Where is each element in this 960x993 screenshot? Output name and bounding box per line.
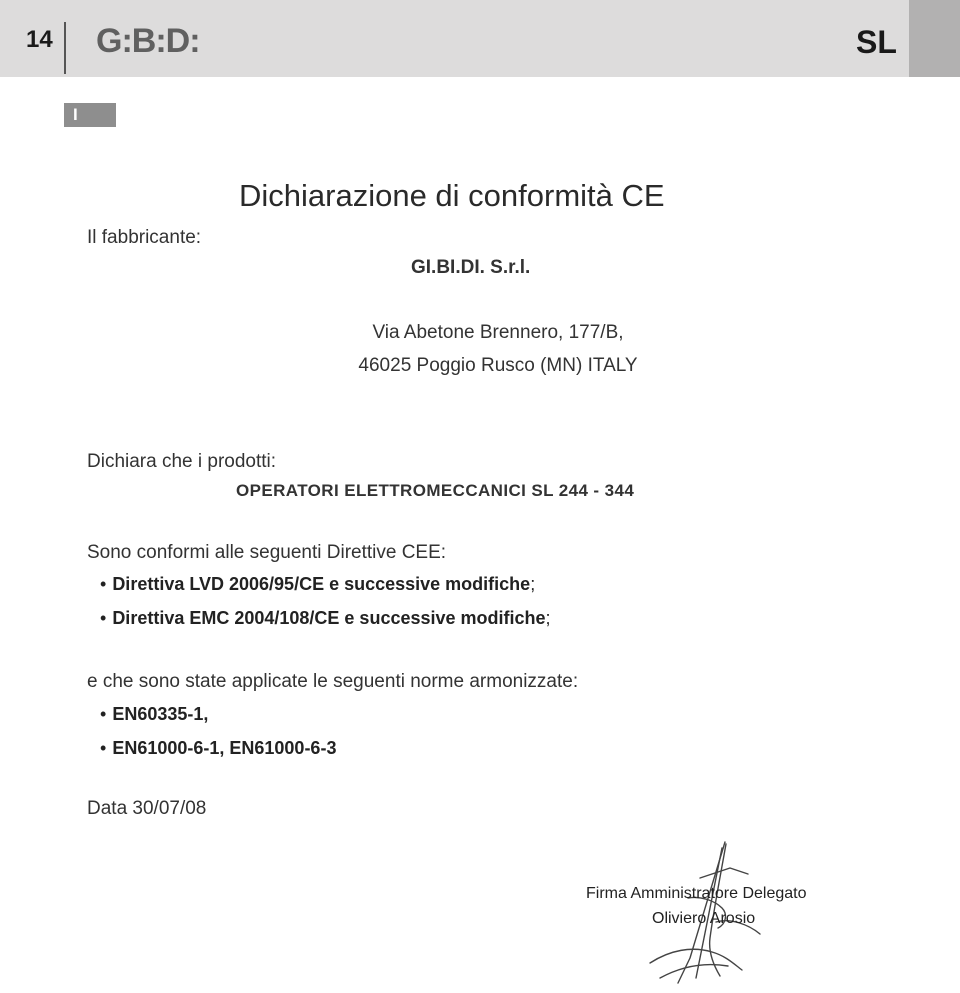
address-line-1: Via Abetone Brennero, 177/B, xyxy=(372,322,624,343)
declares-label: Dichiara che i prodotti: xyxy=(87,451,277,472)
directive-suffix: ; xyxy=(530,574,536,594)
directive-text: Direttiva LVD 2006/95/CE e successive modifiche xyxy=(112,574,531,594)
signatory-name: Oliviero Arosio xyxy=(652,910,756,927)
signatory-title: Firma Amministratore Delegato xyxy=(586,885,807,902)
norms-intro: e che sono state applicate le seguenti norme armonizzate: xyxy=(87,671,579,692)
header-side-bar xyxy=(909,0,960,77)
directive-text: Direttiva EMC 2004/108/CE e successive modifiche xyxy=(112,608,546,628)
model-code: SL xyxy=(856,24,897,60)
directives-intro: Sono conformi alle seguenti Direttive CEE: xyxy=(87,542,447,563)
company-name: GI.BI.DI. S.r.l. xyxy=(411,257,531,278)
address-line-2: 46025 Poggio Rusco (MN) ITALY xyxy=(358,355,638,376)
document-date: Data 30/07/08 xyxy=(87,798,207,819)
directive-item xyxy=(100,574,535,595)
product-name: OPERATORI ELETTROMECCANICI SL 244 - 344 xyxy=(236,481,635,500)
norm-item xyxy=(100,704,208,725)
directive-suffix: ; xyxy=(545,608,551,628)
bullet-icon: • xyxy=(100,574,107,594)
brand-logo: G:B:D: xyxy=(96,22,200,60)
norm-item xyxy=(100,738,336,759)
language-tab: I xyxy=(64,103,116,127)
bullet-icon: • xyxy=(100,738,107,758)
header-divider xyxy=(64,22,66,74)
bullet-icon: • xyxy=(100,608,107,628)
bullet-icon: • xyxy=(100,704,107,724)
norm-text: EN61000-6-1, EN61000-6-3 xyxy=(112,738,337,758)
directive-item xyxy=(100,608,551,629)
document-title: Dichiarazione di conformità CE xyxy=(239,178,665,213)
norm-text: EN60335-1, xyxy=(112,704,209,724)
page-number: 14 xyxy=(26,26,53,53)
manufacturer-label: Il fabbricante: xyxy=(87,227,202,248)
